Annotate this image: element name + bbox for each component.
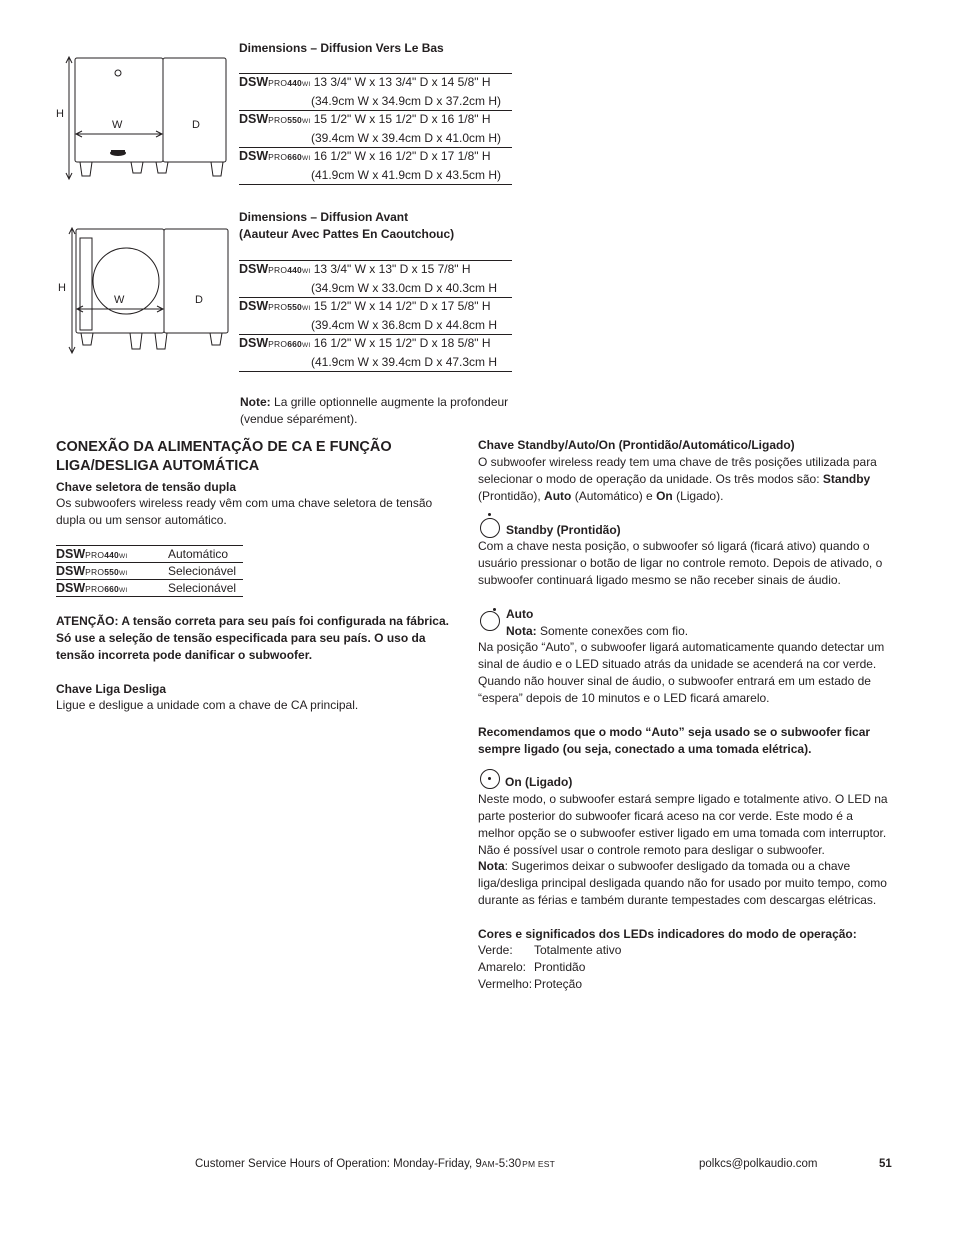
auto-note-text: Somente conexões com fio. (536, 624, 689, 638)
model-number: 550 (287, 115, 302, 125)
model-prefix: PRO (268, 265, 288, 275)
standby-title: Standby (Prontidão) (506, 523, 621, 537)
on-note (478, 858, 888, 909)
model-suffix: WI (302, 342, 311, 349)
model-suffix: WI (302, 118, 311, 125)
dimension-imperial: 16 1/2" W x 16 1/2" D x 17 1/8" H (313, 149, 491, 163)
model-main: DSW (239, 112, 269, 126)
dims-front-title2: (Aauteur Avec Pattes En Caoutchouc) (239, 227, 455, 241)
section-heading (56, 438, 466, 476)
dimension-line1 (239, 148, 512, 167)
model-main: DSW (239, 336, 269, 350)
model-main: DSW (239, 75, 269, 89)
dimension-imperial: 15 1/2" W x 14 1/2" D x 17 5/8" H (313, 299, 491, 313)
dimension-metric: (39.4cm W x 36.8cm D x 44.8cm H (311, 318, 498, 332)
dimension-row (239, 297, 512, 334)
footer-hours-am: AM (481, 1159, 495, 1169)
led-row (478, 959, 621, 976)
voltage-model (56, 580, 168, 596)
dimension-line1 (239, 335, 512, 354)
dimension-imperial: 16 1/2" W x 15 1/2" D x 18 5/8" H (313, 336, 491, 350)
dimension-imperial: 13 3/4" W x 13" D x 15 7/8" H (313, 262, 471, 276)
dims-front-table (239, 260, 512, 372)
diagram1-h-label: H (56, 108, 64, 120)
diagram2-h-label: H (58, 282, 66, 294)
dimension-row (239, 147, 512, 185)
dims-down-title: Dimensions – Diffusion Vers Le Bas (239, 41, 444, 55)
voltage-value: Selecionável (168, 581, 237, 595)
voltage-title: Chave seletora de tensão dupla (56, 480, 237, 494)
model-number: 440 (104, 550, 119, 560)
model-prefix: PRO (268, 302, 288, 312)
switch-title: Chave Standby/Auto/On (Prontidão/Automático/Ligado) (478, 438, 795, 452)
dimension-line1 (239, 298, 512, 317)
dims-down-table (239, 73, 512, 185)
footer-hours-b: -5:30 (494, 1158, 522, 1170)
model-main: DSW (239, 299, 269, 313)
voltage-table (56, 545, 243, 597)
led-table (478, 942, 621, 993)
auto-icon (480, 611, 500, 631)
model-suffix: WI (119, 570, 128, 577)
led-color: Amarelo: (478, 960, 527, 974)
switch-text-c: (Automático) e (571, 489, 657, 503)
dimension-line1 (239, 111, 512, 130)
grille-note (240, 394, 510, 428)
on-title: On (Ligado) (505, 775, 573, 789)
model-suffix: WI (302, 268, 311, 275)
model-suffix: WI (302, 81, 311, 88)
switch-standby: Standby (822, 472, 871, 486)
model-number: 550 (287, 302, 302, 312)
led-color: Vermelho: (478, 977, 533, 991)
on-text: Neste modo, o subwoofer estará sempre ligado e totalmente ativo. O LED na parte posterior do subwoofer ficará aceso na cor verde. Este modo é a melhor opção se o subwoofer estiver ligado em uma tomada com interruptor. Não é possível usar o controle remoto para desligar o subwoofer. (478, 792, 888, 857)
diagram1-d-label: D (192, 119, 200, 131)
model-suffix: WI (302, 305, 311, 312)
power-switch-title: Chave Liga Desliga (56, 682, 167, 696)
down-firing-diagram (56, 52, 236, 186)
led-title: Cores e significados dos LEDs indicadores do modo de operação: (478, 927, 857, 941)
voltage-row (56, 545, 243, 562)
led-meaning: Totalmente ativo (534, 943, 622, 957)
model-number: 440 (287, 265, 302, 275)
recommendation: Recomendamos que o modo “Auto” seja usado se o subwoofer ficar sempre ligado (ou seja, conectado a uma tomada elétrica). (478, 725, 871, 756)
on-note-text: : Sugerimos deixar o subwoofer desligado da tomada ou a chave liga/desliga principal desligada quando não for usado por muito tempo, como durante as férias e também durante tempestades com descargas elétricas. (478, 859, 887, 907)
voltage-value: Selecionável (168, 564, 237, 578)
dimension-line1 (239, 261, 512, 280)
led-color: Verde: (478, 943, 513, 957)
section-heading-line2: LIGA/DESLIGA AUTOMÁTICA (56, 458, 260, 474)
model-main: DSW (56, 581, 86, 595)
model-main: DSW (56, 547, 86, 561)
dimension-row (239, 73, 512, 110)
auto-text: Na posição “Auto”, o subwoofer ligará automaticamente quando detectar um sinal de áudio e o LED situado atrás da unidade se acenderá na cor verde. Quando não houver sinal de áudio, o subwoofer entrará em um estado de “espera” depois de 10 minutos e o LED ficará amarelo. (478, 640, 885, 705)
dimension-metric: (41.9cm W x 41.9cm D x 43.5cm H) (311, 168, 502, 182)
voltage-model (56, 546, 168, 562)
diagram2-w-label: W (114, 294, 125, 306)
switch-on: On (656, 489, 673, 503)
voltage-warning: ATENÇÃO: A tensão correta para seu país foi configurada na fábrica. Só use a seleção de tensão especificada para seu país. O uso da tensão incorreta pode danificar o subwoofer. (56, 614, 449, 662)
dimension-metric: (34.9cm W x 34.9cm D x 37.2cm H) (311, 94, 502, 108)
led-row (478, 942, 621, 959)
model-main: DSW (56, 564, 86, 578)
dimension-imperial: 15 1/2" W x 15 1/2" D x 16 1/8" H (313, 112, 491, 126)
model-number: 660 (287, 152, 302, 162)
switch-auto: Auto (544, 489, 572, 503)
footer-hours-pm: PM EST (522, 1159, 555, 1169)
led-meaning: Proteção (534, 977, 583, 991)
switch-text-b: (Prontidão), (478, 489, 545, 503)
voltage-row (56, 562, 243, 579)
dimension-metric: (34.9cm W x 33.0cm D x 40.3cm H (311, 281, 498, 295)
front-firing-diagram (56, 224, 236, 358)
voltage-row (56, 579, 243, 597)
footer-hours (195, 1156, 555, 1173)
diagram2-d-label: D (195, 294, 203, 306)
led-meaning: Prontidão (534, 960, 586, 974)
standby-icon (480, 518, 500, 538)
model-main: DSW (239, 262, 269, 276)
auto-note-label: Nota: (506, 624, 537, 638)
model-suffix: WI (302, 155, 311, 162)
switch-text (478, 454, 888, 505)
dimension-row (239, 334, 512, 372)
model-prefix: PRO (85, 584, 105, 594)
dimension-metric: (39.4cm W x 39.4cm D x 41.0cm H) (311, 131, 502, 145)
dimension-row (239, 110, 512, 147)
on-icon (480, 769, 500, 789)
model-prefix: PRO (85, 550, 105, 560)
auto-note (506, 623, 688, 640)
model-prefix: PRO (268, 152, 288, 162)
power-switch-text: Ligue e desligue a unidade com a chave de CA principal. (56, 698, 359, 712)
switch-text-d: (Ligado). (672, 489, 724, 503)
dimension-imperial: 13 3/4" W x 13 3/4" D x 14 5/8" H (313, 75, 491, 89)
footer-email[interactable]: polkcs@polkaudio.com (699, 1158, 818, 1170)
dimension-line1 (239, 74, 512, 93)
note-label: Note: (240, 395, 271, 409)
led-row (478, 976, 621, 993)
dimension-metric: (41.9cm W x 39.4cm D x 47.3cm H (311, 355, 498, 369)
model-prefix: PRO (268, 115, 288, 125)
model-number: 660 (104, 584, 119, 594)
model-suffix: WI (119, 587, 128, 594)
standby-text: Com a chave nesta posição, o subwoofer só ligará (ficará ativo) quando o usuário pressionar o botão de ligar no controle remoto. Depois de ativado, o subwoofer continuará ligado mesmo se não receber sinais de áudio. (478, 539, 883, 587)
voltage-value: Automático (168, 547, 229, 561)
page-number: 51 (879, 1158, 892, 1170)
on-note-label: Nota (478, 859, 505, 873)
footer-hours-a: Customer Service Hours of Operation: Monday-Friday, 9 (195, 1158, 482, 1170)
diagram1-w-label: W (112, 119, 123, 131)
switch-text-a: O subwoofer wireless ready tem uma chave de três posições utilizada para selecionar o modo de operação da unidade. Os três modos são: (478, 455, 877, 486)
model-prefix: PRO (268, 339, 288, 349)
model-prefix: PRO (85, 567, 105, 577)
note-text: La grille optionnelle augmente la profondeur (vendue séparément). (240, 395, 509, 426)
voltage-text: Os subwoofers wireless ready vêm com uma chave seletora de tensão dupla ou um sensor automático. (56, 496, 433, 527)
section-heading-line1: CONEXÃO DA ALIMENTAÇÃO DE CA E FUNÇÃO (56, 439, 392, 455)
auto-title: Auto (506, 607, 534, 621)
dimension-row (239, 260, 512, 297)
model-prefix: PRO (268, 78, 288, 88)
model-suffix: WI (119, 553, 128, 560)
model-number: 440 (287, 78, 302, 88)
voltage-model (56, 563, 168, 579)
model-number: 550 (104, 567, 119, 577)
model-number: 660 (287, 339, 302, 349)
dims-front-title1: Dimensions – Diffusion Avant (239, 210, 409, 224)
model-main: DSW (239, 149, 269, 163)
